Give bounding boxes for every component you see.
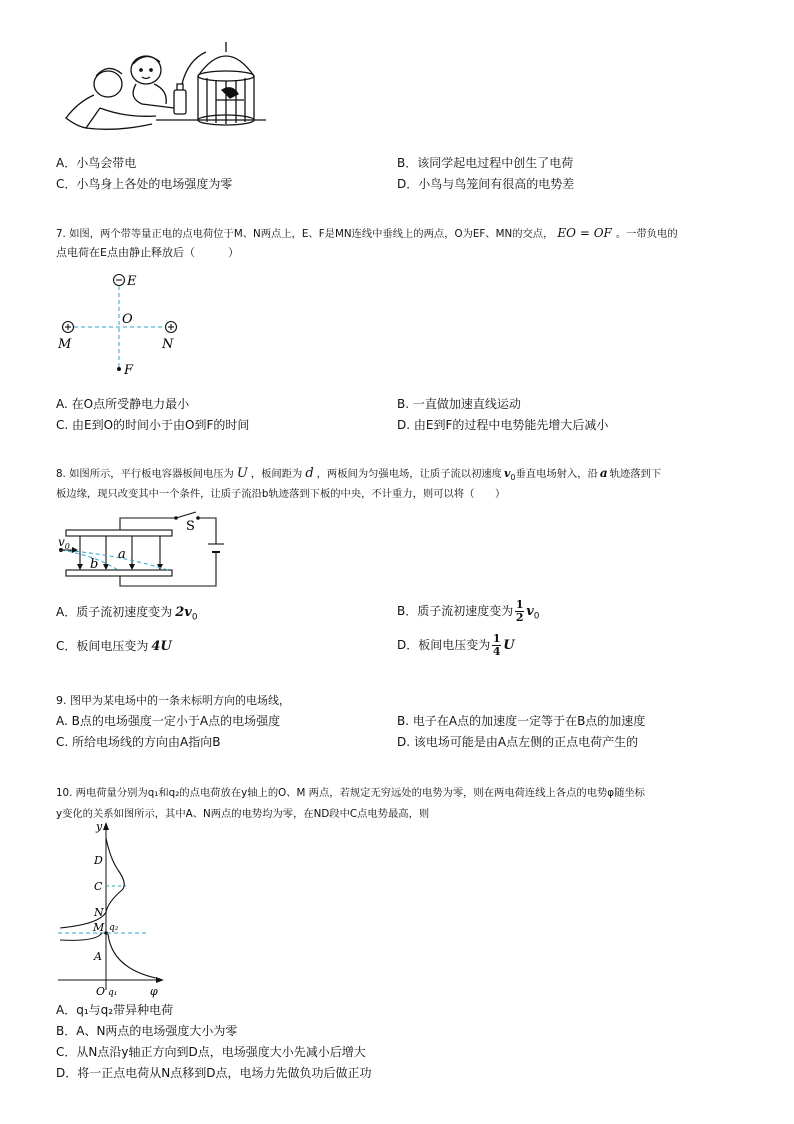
q7-option-b: B. 一直做加速直线运动 xyxy=(397,397,521,411)
q10-label-d: D xyxy=(94,854,103,867)
q10-label-q1: q₁ xyxy=(108,988,118,998)
q10-label-c: C xyxy=(94,880,103,893)
q6-option-d: D．小鸟与鸟笼间有很高的电势差 xyxy=(397,177,575,191)
q8-stem-line2: 板边缘，现只改变其中一个条件，让质子流沿b轨迹落到下板的中央，不计重力，则可以将（ ） xyxy=(56,488,506,500)
q8-label-s: S xyxy=(186,519,195,534)
q7-stem-line1: 7. 如图，两个带等量正电的点电荷位于M、N两点上，E、F是MN连线中垂线上的两点，O为EF、MN的交点， EO = OF 。一带负电的 xyxy=(56,226,678,240)
q6-option-a: A．小鸟会带电 xyxy=(56,156,137,170)
q7-option-c: C. 由E到O的时间小于由O到F的时间 xyxy=(56,418,250,432)
q8-label-a: a xyxy=(118,547,126,562)
q7-label-e: E xyxy=(127,274,137,289)
q8-option-c: C．板间电压变为 4U xyxy=(56,639,172,654)
q8-label-b: b xyxy=(90,557,99,572)
q10-option-c: C．从N点沿y轴正方向到D点，电场强度大小先减小后增大 xyxy=(56,1045,366,1059)
q10-potential-graph xyxy=(56,818,166,1002)
q10-label-q2: q₂ xyxy=(109,923,119,933)
q6-option-c: C．小鸟身上各处的电场强度为零 xyxy=(56,177,233,191)
q9-option-b: B. 电子在A点的加速度一定等于在B点的加速度 xyxy=(397,714,646,728)
q10-label-n: N xyxy=(94,906,104,919)
q7-figure xyxy=(56,268,196,390)
q7-label-n: N xyxy=(162,337,174,352)
q8-capacitor-figure xyxy=(56,508,226,588)
q7-label-f: F xyxy=(124,363,134,378)
q6-illustration xyxy=(56,40,266,140)
q10-option-a: A．q₁与q₂带异种电荷 xyxy=(56,1003,174,1017)
q7-option-d: D. 由E到F的过程中电势能先增大后减小 xyxy=(397,418,609,432)
q10-label-phi: φ xyxy=(150,985,158,998)
q7-equation: EO = OF xyxy=(557,226,612,240)
charge-n-positive xyxy=(166,322,177,333)
q10-label-o: O xyxy=(96,985,106,998)
charge-m-positive xyxy=(63,322,74,333)
q8-label-v0: $v_0$ xyxy=(58,535,70,551)
charge-e-negative xyxy=(114,275,125,286)
q8-option-b: B．质子流初速度变为 $\frac{1}{2}$ $v_0$ xyxy=(397,598,540,624)
q10-label-m: M xyxy=(93,921,105,934)
q8-option-d: D．板间电压变为 $\frac{1}{4}$ U xyxy=(397,632,515,658)
q10-label-y: y xyxy=(96,820,103,833)
q10-label-a: A xyxy=(94,950,102,963)
q8-option-a: A．质子流初速度变为 $2v_0$ xyxy=(56,605,198,623)
q10-option-d: D．将一正点电荷从N点移到D点，电场力先做负功后做正功 xyxy=(56,1066,372,1080)
q8-stem-line1: 8. 如图所示，平行板电容器板间电压为 U ，板间距为 d ，两板间为匀强电场，让质子流以初速度 $v_0$垂直电场射入，沿 a 轨迹落到下 xyxy=(56,466,662,483)
q10-stem-line1: 10. 两电荷量分别为q₁和q₂的点电荷放在y轴上的O、M 两点，若规定无穷远处的电势为零，则在两电荷连线上各点的电势φ随坐标 xyxy=(56,787,645,799)
q9-option-d: D. 该电场可能是由A点左侧的正点电荷产生的 xyxy=(397,735,639,749)
q9-option-c: C. 所给电场线的方向由A指向B xyxy=(56,735,221,749)
q9-option-a: A. B点的电场强度一定小于A点的电场强度 xyxy=(56,714,281,728)
q7-stem-line2: 点电荷在E点由静止释放后（ ） xyxy=(56,246,239,259)
q9-stem: 9. 图甲为某电场中的一条未标明方向的电场线， xyxy=(56,694,290,707)
q6-option-b: B．该同学起电过程中创生了电荷 xyxy=(397,156,574,170)
q7-label-o: O xyxy=(122,312,133,327)
q7-label-m: M xyxy=(58,337,72,352)
q10-option-b: B．A、N两点的电场强度大小为零 xyxy=(56,1024,238,1038)
q10-stem-line2: y变化的关系如图所示，其中A、N两点的电势均为零，在ND段中C点电势最高，则 xyxy=(56,808,430,820)
q7-option-a: A. 在O点所受静电力最小 xyxy=(56,397,190,411)
